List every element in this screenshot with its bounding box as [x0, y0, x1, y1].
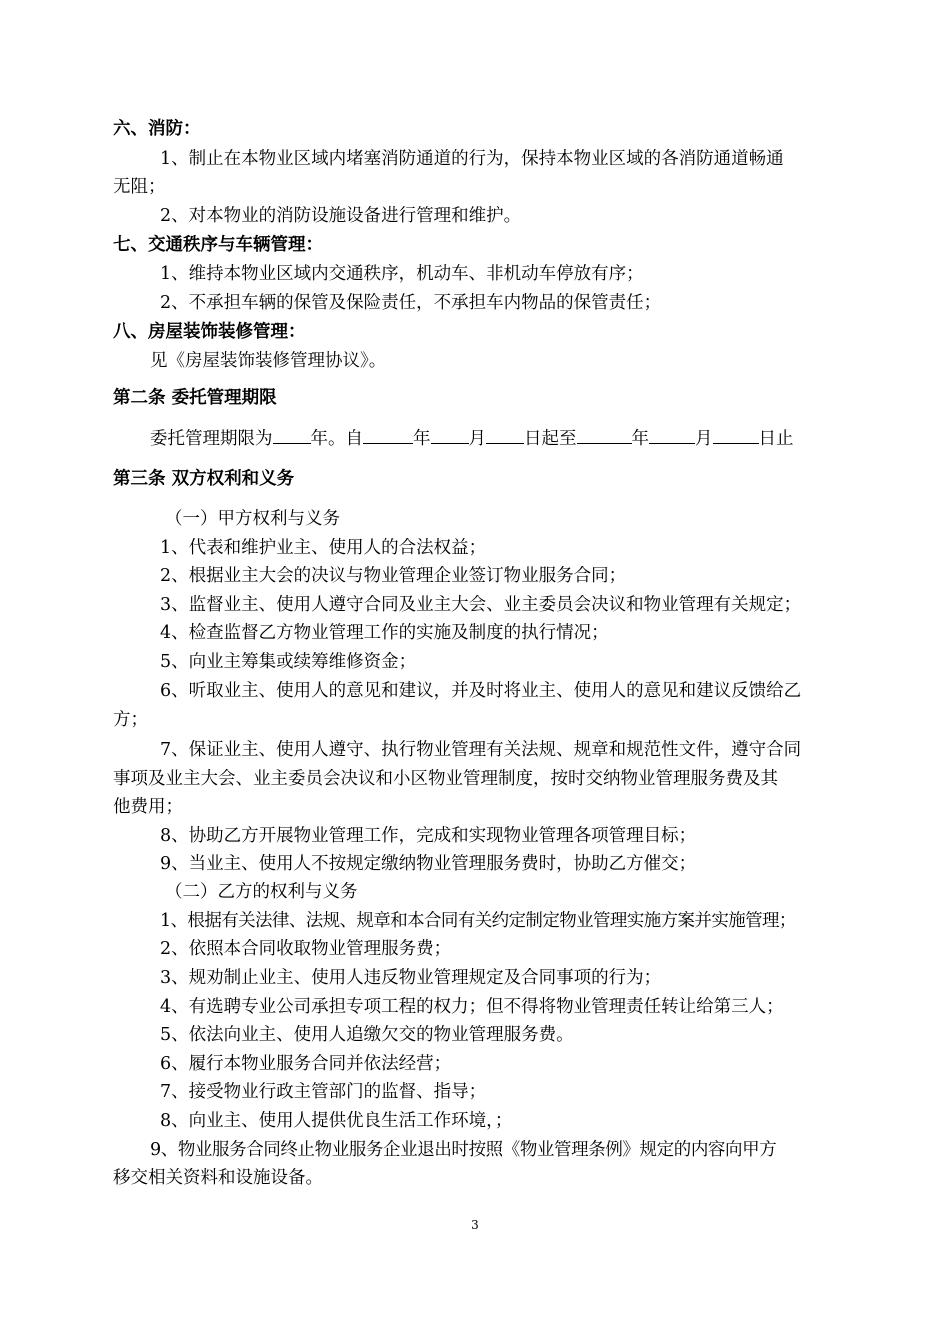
party-b-item: 4、有选聘专业公司承担专项工程的权力；但不得将物业管理责任转让给第三人； — [160, 997, 784, 1017]
section-7-item-1: 1、维持本物业区域内交通秩序，机动车、非机动车停放有序； — [160, 264, 644, 284]
start-month-blank[interactable] — [431, 425, 469, 444]
party-b-item: 6、履行本物业服务合同并依法经营； — [160, 1054, 452, 1074]
party-b-item-cont: 移交相关资料和设施设备。 — [113, 1168, 323, 1188]
section-6-heading: 六、消防： — [113, 119, 201, 139]
end-day-blank[interactable] — [713, 425, 759, 444]
section-6-item-1: 1、制止在本物业区域内堵塞消防通道的行为，保持本物业区域的各消防通道畅通 — [160, 149, 784, 169]
start-year-blank[interactable] — [363, 425, 413, 444]
article-3-heading: 第三条 双方权利和义务 — [113, 469, 295, 489]
party-a-item: 5、向业主筹集或续筹维修资金； — [160, 652, 417, 672]
term-line — [150, 425, 794, 451]
party-a-item-cont: 方； — [113, 710, 148, 730]
party-b-title: （二）乙方的权利与义务 — [165, 882, 358, 902]
party-a-item: 2、根据业主大会的决议与物业管理企业签订物业服务合同； — [160, 566, 627, 586]
end-year-blank[interactable] — [577, 425, 632, 444]
party-b-item: 3、规劝制止业主、使用人违反物业管理规定及合同事项的行为； — [160, 968, 662, 988]
party-b-item: 9、物业服务合同终止物业服务企业退出时按照《物业管理条例》规定的内容向甲方 — [150, 1140, 777, 1160]
end-month-blank[interactable] — [649, 425, 695, 444]
term-text-8: 日止 — [758, 429, 794, 449]
section-6-item-1-cont: 无阻； — [113, 177, 166, 197]
party-b-item: 7、接受物业行政主管部门的监督、指导； — [160, 1082, 487, 1102]
section-7-heading: 七、交通秩序与车辆管理： — [113, 235, 323, 255]
term-years-blank[interactable] — [273, 425, 311, 444]
party-a-title: （一）甲方权利与义务 — [165, 509, 340, 529]
party-b-item: 1、根据有关法律、法规、规章和本合同有关约定制定物业管理实施方案并实施管理； — [160, 911, 796, 931]
party-a-item: 8、协助乙方开展物业管理工作，完成和实现物业管理各项管理目标； — [160, 826, 697, 846]
section-6-item-2: 2、对本物业的消防设施设备进行管理和维护。 — [160, 206, 522, 226]
start-day-blank[interactable] — [486, 425, 524, 444]
section-7-item-2: 2、不承担车辆的保管及保险责任，不承担车内物品的保管责任； — [160, 293, 662, 313]
section-8-text: 见《房屋装饰装修管理协议》。 — [150, 351, 387, 371]
party-b-item: 5、依法向业主、使用人追缴欠交的物业管理服务费。 — [160, 1025, 574, 1045]
page-number: 3 — [471, 1218, 479, 1232]
party-a-item: 1、代表和维护业主、使用人的合法权益； — [160, 538, 487, 558]
party-a-item: 9、当业主、使用人不按规定缴纳物业管理服务费时，协助乙方催交； — [160, 854, 697, 874]
party-a-item: 7、保证业主、使用人遵守、执行物业管理有关法规、规章和规范性文件，遵守合同 — [160, 740, 802, 760]
party-a-item: 4、检查监督乙方物业管理工作的实施及制度的执行情况； — [160, 623, 609, 643]
term-text-5: 日起至 — [524, 429, 577, 449]
party-a-item-cont: 他费用； — [113, 797, 183, 817]
party-b-item: 8、向业主、使用人提供优良生活工作环境，； — [160, 1111, 513, 1131]
term-text-4: 月 — [468, 429, 486, 449]
party-a-item: 6、听取业主、使用人的意见和建议，并及时将业主、使用人的意见和建议反馈给乙 — [160, 681, 802, 701]
term-text-1: 委托管理期限为 — [150, 429, 273, 449]
party-a-item-cont: 事项及业主大会、业主委员会决议和小区物业管理制度，按时交纳物业管理服务费及其 — [113, 769, 778, 789]
party-b-item: 2、依照本合同收取物业管理服务费； — [160, 939, 452, 959]
term-text-7: 月 — [695, 429, 713, 449]
party-a-item: 3、监督业主、使用人遵守合同及业主大会、业主委员会决议和物业管理有关规定； — [160, 595, 802, 615]
article-2-heading: 第二条 委托管理期限 — [113, 388, 277, 408]
term-text-6: 年 — [631, 429, 649, 449]
term-text-2: 年。自 — [310, 429, 363, 449]
section-8-heading: 八、房屋装饰装修管理： — [113, 322, 306, 342]
term-text-3: 年 — [413, 429, 431, 449]
